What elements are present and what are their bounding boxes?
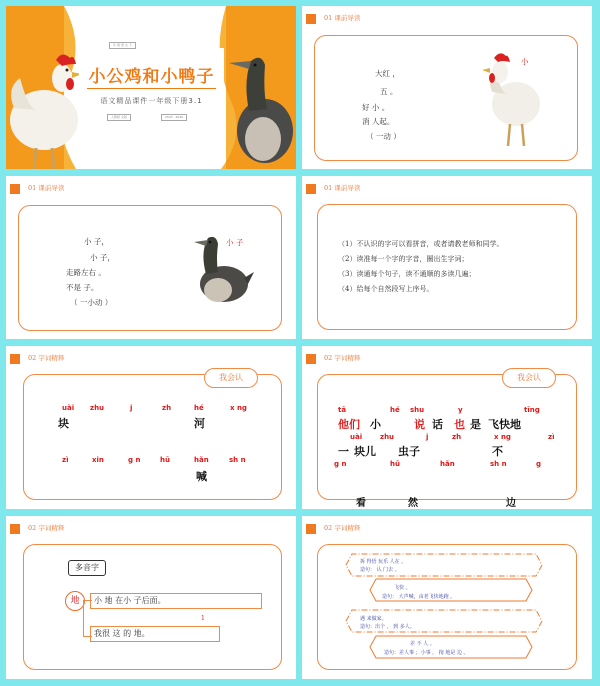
hanzi: 是 [470, 418, 481, 431]
word-example-line: 造句： 大声喊，由老飞快地跑 。 [382, 594, 456, 600]
image-label: 小 子 [226, 238, 244, 247]
pinyin: uài [62, 404, 75, 412]
hanzi: 边 [506, 498, 516, 509]
poem-line: 消 人起。 [362, 117, 395, 126]
hanzi: 河 [194, 417, 205, 430]
pinyin: zh [162, 404, 172, 412]
word-example-line: 造句： 认 门去 。 [360, 567, 400, 573]
hanzi: 他们 [338, 418, 360, 431]
hanzi: 虫子 [398, 445, 420, 458]
pinyin: g n [334, 460, 347, 468]
word-pinyin-line: 遇 来做家。 [360, 616, 387, 622]
poem-line: 大红 ， [375, 69, 400, 78]
poem-line: （ 一小动 ） [70, 298, 113, 307]
hanzi: 块 [58, 417, 69, 430]
pinyin: zì [62, 456, 69, 464]
rooster-image [6, 48, 84, 169]
content-frame [23, 374, 282, 500]
instruction-item: （2）读准每一个字的字音，圈出生字词； [338, 255, 469, 263]
character-circle: 地 [65, 591, 85, 611]
word-example-line: 造句：差人事 ；小事 ， 拖 地是 边 。 [384, 650, 469, 656]
instruction-item: （4）给每个自然段写上序号。 [338, 285, 434, 293]
hanzi: 一 [338, 445, 349, 458]
pinyin: hū [390, 460, 400, 468]
pinyin: hé [194, 404, 204, 412]
pinyin: sh n [229, 456, 246, 464]
instruction-item: （3）读通每个句子，读不通顺的多读几遍； [338, 270, 476, 278]
slide-recognize-chars-1[interactable] [6, 346, 296, 509]
poem-line: 小 子， [90, 253, 115, 262]
pinyin: g n [128, 456, 141, 464]
polyphonic-heading: 多音字 [68, 560, 106, 576]
year-tag: 2025 · 2026 [161, 114, 187, 121]
header-text: 02 字词精释 [28, 524, 65, 532]
hanzi: 看 [356, 498, 366, 509]
pinyin: x ng [494, 433, 511, 441]
pinyin: tīng [524, 406, 540, 414]
pinyin: uài [350, 433, 363, 441]
rooster-image [480, 46, 550, 146]
duck-image [221, 51, 296, 169]
hanzi: 不 [492, 445, 503, 458]
lesson-subtitle: 语文精品课件一年级下册3.1 [100, 97, 203, 105]
header-bar-icon [306, 184, 316, 194]
pinyin: zhu [380, 433, 395, 441]
connector-line [83, 600, 84, 636]
pinyin: hǎn [440, 460, 455, 468]
poem-line: 五 。 [380, 87, 398, 96]
content-frame [317, 204, 577, 330]
hanzi: 块儿 [354, 445, 376, 458]
hanzi: 说 [414, 418, 425, 431]
pinyin: sh n [490, 460, 507, 468]
pinyin: zh [452, 433, 462, 441]
slide-reading-guide[interactable] [302, 176, 592, 339]
pinyin: x ng [230, 404, 247, 412]
pinyin: hū [160, 456, 170, 464]
hanzi: 话 [432, 418, 443, 431]
tone-mark: 1 [201, 615, 205, 622]
header-text: 02 字词精释 [324, 524, 361, 532]
header-bar-icon [306, 354, 316, 364]
hanzi: 然 [408, 498, 418, 509]
hanzi: 喊 [196, 470, 207, 483]
pinyin: j [130, 404, 133, 412]
pinyin: y [458, 406, 463, 414]
duck-image [188, 232, 258, 308]
header-bar-icon [306, 524, 316, 534]
poem-line: 不是 子。 [66, 283, 99, 292]
header-bar-icon [306, 14, 316, 24]
header-bar-icon [10, 354, 20, 364]
pinyin: hǎn [194, 456, 209, 464]
slide-word-usage[interactable] [302, 516, 592, 679]
header-bar-icon [10, 524, 20, 534]
header-text: 02 字词精释 [28, 354, 65, 362]
pinyin: j [426, 433, 429, 441]
poem-line: 小 子， [84, 237, 109, 246]
title-tag-top: 年 级 语 文 下 [109, 42, 136, 49]
title-divider [87, 88, 216, 89]
lesson-title: 小公鸡和小鸭子 [88, 67, 215, 87]
hanzi: 飞快地 [488, 418, 521, 431]
header-text: 02 字词精释 [324, 354, 361, 362]
word-pinyin-line: 拆 得悟 玩乐 人在 。 [360, 559, 407, 565]
poem-line: （ 一动 ） [366, 132, 401, 141]
pinyin: zhu [90, 404, 105, 412]
header-text: 01 课前导读 [324, 14, 361, 22]
poem-line: 走路左右 。 [66, 268, 106, 277]
word-pinyin-line: 飞快 。 [394, 585, 411, 591]
slide-title[interactable] [6, 6, 296, 169]
slide-duck-intro[interactable] [6, 176, 296, 339]
pinyin: g [536, 460, 542, 468]
publisher-tag: 人教版 文版 [107, 114, 131, 121]
example-sentence-2: 我很 这 的 地。 [94, 629, 150, 638]
slide-polyphonic[interactable] [6, 516, 296, 679]
instruction-item: （1）不认识的字可以看拼音，或者请教老师和同学。 [338, 240, 504, 248]
header-bar-icon [10, 184, 20, 194]
word-pinyin-line: 差 不 人 。 [410, 641, 435, 647]
pinyin: zì [548, 433, 555, 441]
badge-i-can-read: 我会认 [204, 368, 258, 388]
pinyin: shu [410, 406, 425, 414]
image-label: 小 [521, 57, 529, 66]
header-text: 01 课前导读 [28, 184, 65, 192]
pinyin: xin [92, 456, 104, 464]
hanzi: 也 [454, 418, 465, 431]
pinyin: tā [338, 406, 347, 414]
title-card [79, 43, 224, 128]
slide-recognize-chars-2[interactable] [302, 346, 592, 509]
slide-rooster-intro[interactable] [302, 6, 592, 169]
example-sentence-1: 小 地 在小 子后面。 [94, 596, 166, 605]
pinyin: hé [390, 406, 400, 414]
poem-line: 好 小 。 [362, 103, 390, 112]
badge-i-can-read: 我会认 [502, 368, 556, 388]
word-example-line: 造句：出个 ， 到 多人。 [360, 624, 415, 630]
hanzi: 小 [370, 418, 381, 431]
header-text: 01 课前导读 [324, 184, 361, 192]
